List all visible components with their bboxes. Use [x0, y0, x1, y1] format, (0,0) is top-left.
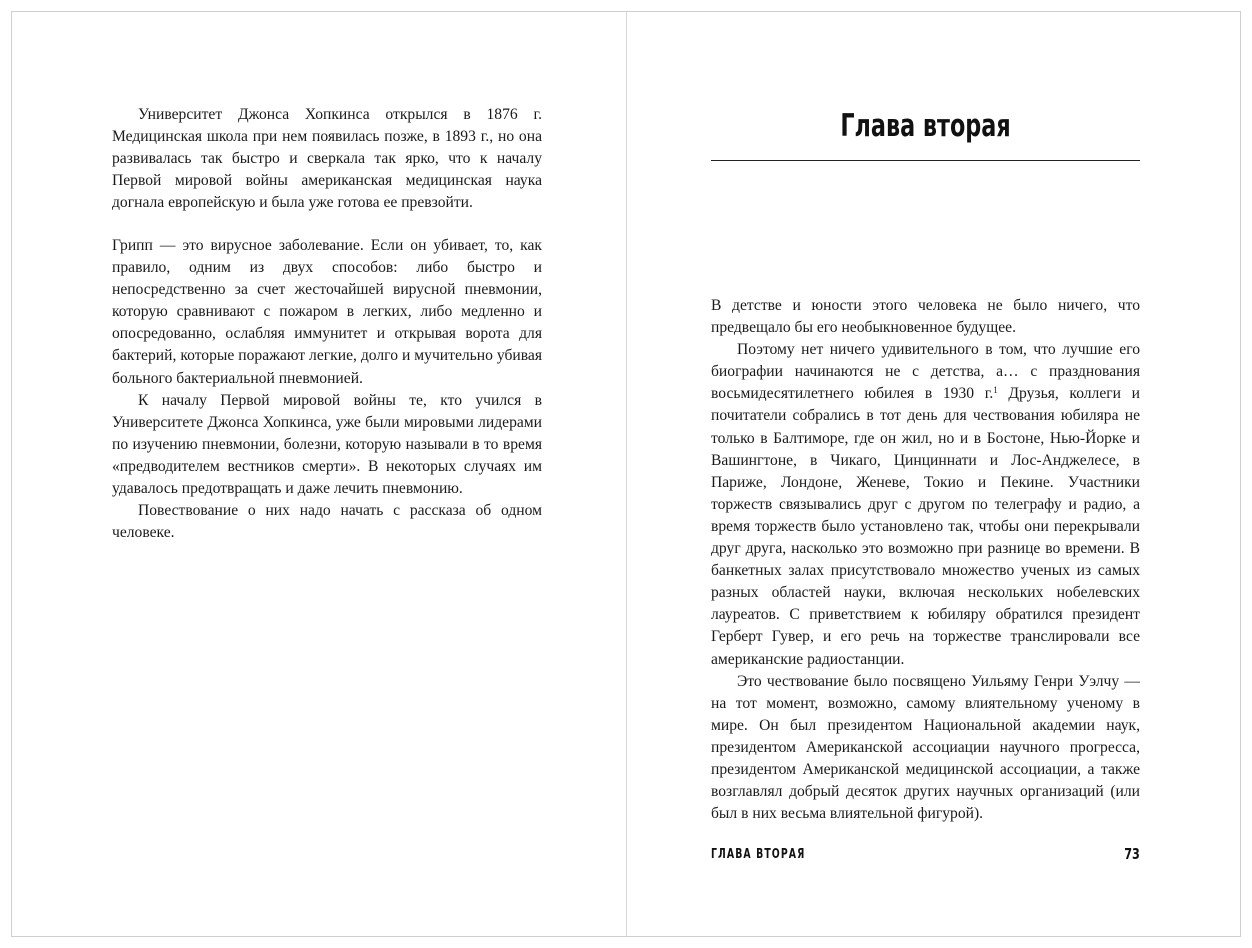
left-page [11, 11, 626, 937]
right-paragraph-2 [711, 339, 1140, 670]
chapter-title-rule [711, 160, 1140, 161]
left-paragraph-1: Университет Джонса Хопкинса открылся в 1876 г. Медицинская школа при нем появилась позже, в 1893 г., но она развивалась так быстро и сверкала так ярко, что к началу Первой мировой войны американская медицинская наука догнала европейскую и была уже готова ее превзойти. [112, 106, 542, 212]
left-text-block-intro [112, 104, 542, 214]
left-paragraph-3: К началу Первой мировой войны те, кто учился в Университете Джонса Хопкинса, уже были мировыми лидерами по изучению пневмонии, болезни, которую называли в то время «предводителем вестников смерти». В некоторых случаях им удавалось предотвращать и даже лечить пневмонию. [112, 391, 542, 498]
page-number: 73 [1124, 845, 1140, 863]
left-paragraph-4: Повествование о них надо начать с рассказа об одном человеке. [112, 502, 542, 542]
left-text-block-main [112, 235, 542, 544]
right-paragraph-3: Это чествование было посвящено Уильяму Генри Уэлчу — на тот момент, возможно, самому влиятельному ученому в мире. Он был президентом Национальной академии наук, президентом Американской ассоциации научного прогресса, президентом Американской медицинской ассоциации, а также возглавлял добрый десяток других научных организаций (или был в них весьма влиятельной фигурой). [711, 672, 1140, 823]
right-text-block [711, 295, 1140, 825]
left-paragraph-2: Грипп — это вирусное заболевание. Если он убивает, то, как правило, одним из двух способов: либо быстро и непосредственно за счет жесточайшей вирусной пневмонии, которую сравнивают с пожаром в легких, либо медленно и опосредованно, ослабляя иммунитет и открывая ворота для бактерий, которые поражают легкие, долго и мучительно убивая больного бактериальной пневмонией. [112, 237, 542, 387]
right-paragraph-1: В детстве и юности этого человека не было ничего, что предвещало бы его необыкновенное будущее. [711, 297, 1140, 337]
right-paragraph-2-text-start: Поэтому нет ничего удивительного в том, что лучшие его биографии начинаются не с детства, а… с празднования восьмидесятилетнего юбилея в 1930 г. [711, 341, 1140, 403]
footnote-reference: 1 [993, 385, 998, 396]
right-page [626, 11, 1241, 937]
chapter-title: Глава вторая [840, 108, 1011, 144]
running-head: ГЛАВА ВТОРАЯ [711, 847, 806, 862]
right-paragraph-2-text-end: Друзья, коллеги и почитатели собрались в тот день для чествования юбиляра не только в Балтиморе, где он жил, но и в Бостоне, Нью-Йорке и Вашингтоне, в Чикаго, Цинциннати и Лос-Анджелесе, в Париже, Лондоне, Женеве, Токио и Пекине. Участники торжеств связывались друг с другом по телеграфу и радио, а время торжеств было установлено так, чтобы они перекрывали друг друга, насколько это возможно при разнице во времени. В банкетных залах присутствовало множество ученых из самых разных областей науки, включая нескольких нобелевских лауреатов. С приветствием к юбиляру обратился президент Герберт Гувер, и его речь на торжестве транслировали все американские радиостанции. [711, 385, 1140, 668]
